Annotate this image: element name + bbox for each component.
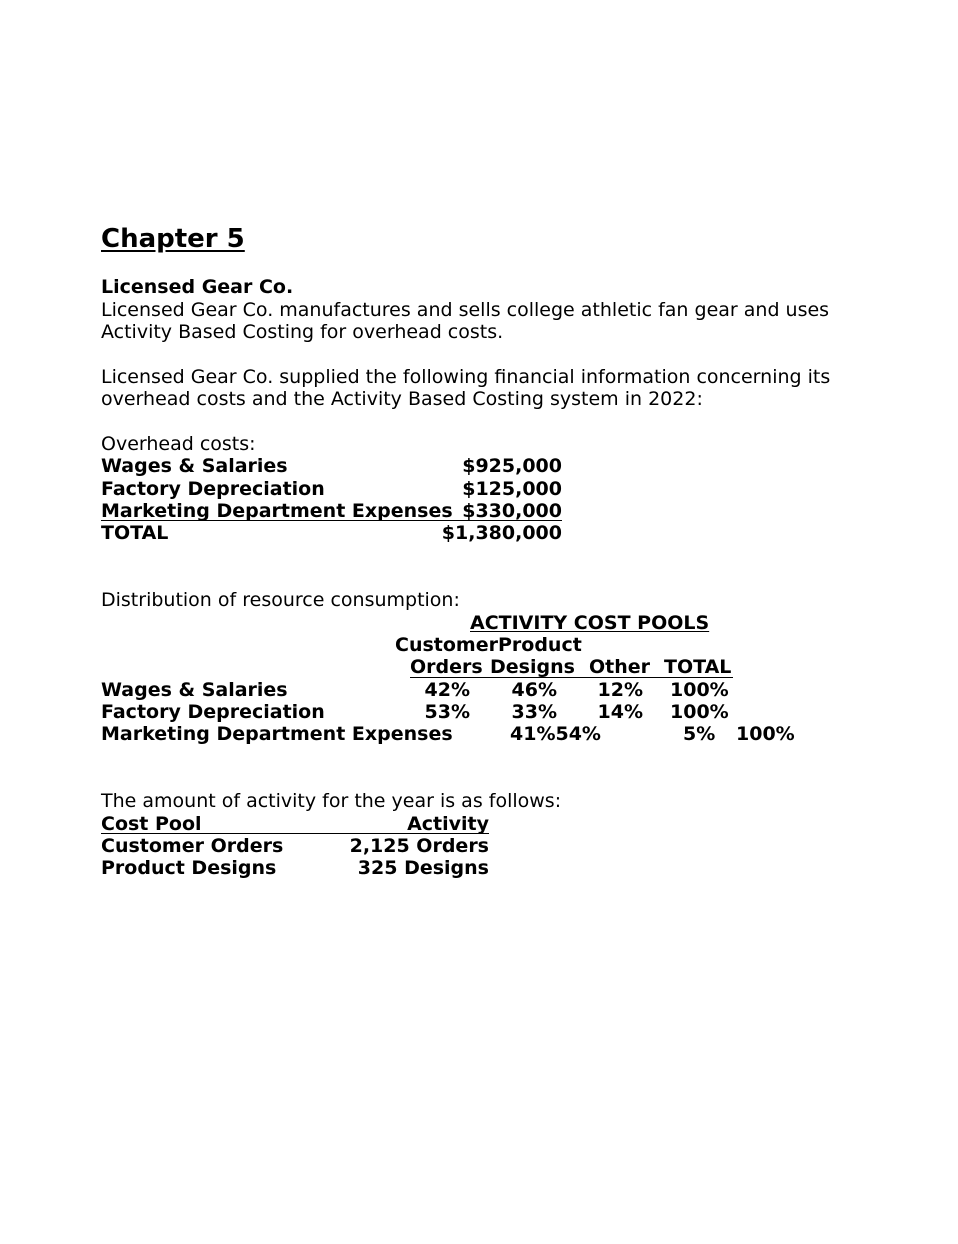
intro-line-2: Activity Based Costing for overhead costs. bbox=[101, 321, 504, 343]
pool-subheader: CustomerProduct bbox=[395, 634, 582, 656]
col-total: TOTAL bbox=[664, 656, 732, 678]
activity-row-pool: Product Designs bbox=[101, 857, 277, 879]
dist-row-total: 100% bbox=[670, 701, 729, 723]
supplied-line-2: overhead costs and the Activity Based Costing system in 2022: bbox=[101, 388, 703, 410]
dist-row-total: 100% bbox=[670, 679, 729, 701]
activity-row-pool: Customer Orders bbox=[101, 835, 284, 857]
distribution-label: Distribution of resource consumption: bbox=[101, 589, 460, 611]
overhead-row-name: Wages & Salaries bbox=[101, 455, 288, 477]
overhead-row-amount: $125,000 bbox=[462, 478, 562, 500]
overhead-row-amount: $925,000 bbox=[462, 455, 562, 477]
dist-row-orders: 42% bbox=[424, 679, 470, 701]
dist-row-name: Wages & Salaries bbox=[101, 679, 288, 701]
overhead-total-label: TOTAL bbox=[101, 522, 169, 544]
overhead-row-name: Marketing Department Expenses bbox=[101, 500, 453, 522]
dist-row-name: Factory Depreciation bbox=[101, 701, 325, 723]
overhead-subtotal-rule bbox=[101, 520, 562, 521]
dist-row-other: 12% bbox=[597, 679, 643, 701]
dist-row-designs: 33% bbox=[511, 701, 557, 723]
supplied-line-1: Licensed Gear Co. supplied the following financial information concerning its bbox=[101, 366, 831, 388]
col-activity: Activity bbox=[407, 813, 489, 835]
dist-row-other: 14% bbox=[597, 701, 643, 723]
intro-line-1: Licensed Gear Co. manufactures and sells college athletic fan gear and uses bbox=[101, 299, 830, 321]
overhead-row-name: Factory Depreciation bbox=[101, 478, 325, 500]
activity-cost-pools-header: ACTIVITY COST POOLS bbox=[470, 612, 710, 634]
dist-row-total: 100% bbox=[736, 723, 795, 745]
col-cost-pool: Cost Pool bbox=[101, 813, 202, 835]
activity-label: The amount of activity for the year is as follows: bbox=[101, 790, 562, 812]
col-orders: Orders bbox=[410, 656, 483, 678]
col-other: Other bbox=[589, 656, 651, 678]
chapter-heading: Chapter 5 bbox=[101, 224, 245, 254]
company-name: Licensed Gear Co. bbox=[101, 276, 294, 298]
activity-row-value: 325 Designs bbox=[357, 857, 489, 879]
activity-header-rule bbox=[101, 833, 489, 834]
dist-row-other: 5% bbox=[683, 723, 716, 745]
overhead-label: Overhead costs: bbox=[101, 433, 256, 455]
col-designs: Designs bbox=[490, 656, 575, 678]
overhead-total-amount: $1,380,000 bbox=[441, 522, 562, 544]
dist-row-name: Marketing Department Expenses bbox=[101, 723, 453, 745]
column-header-rule bbox=[410, 677, 733, 678]
activity-row-value: 2,125 Orders bbox=[349, 835, 489, 857]
dist-row-designs: 46% bbox=[511, 679, 557, 701]
overhead-row-amount: $330,000 bbox=[462, 500, 562, 522]
dist-row-orders-designs: 41%54% bbox=[510, 723, 601, 745]
dist-row-orders: 53% bbox=[424, 701, 470, 723]
